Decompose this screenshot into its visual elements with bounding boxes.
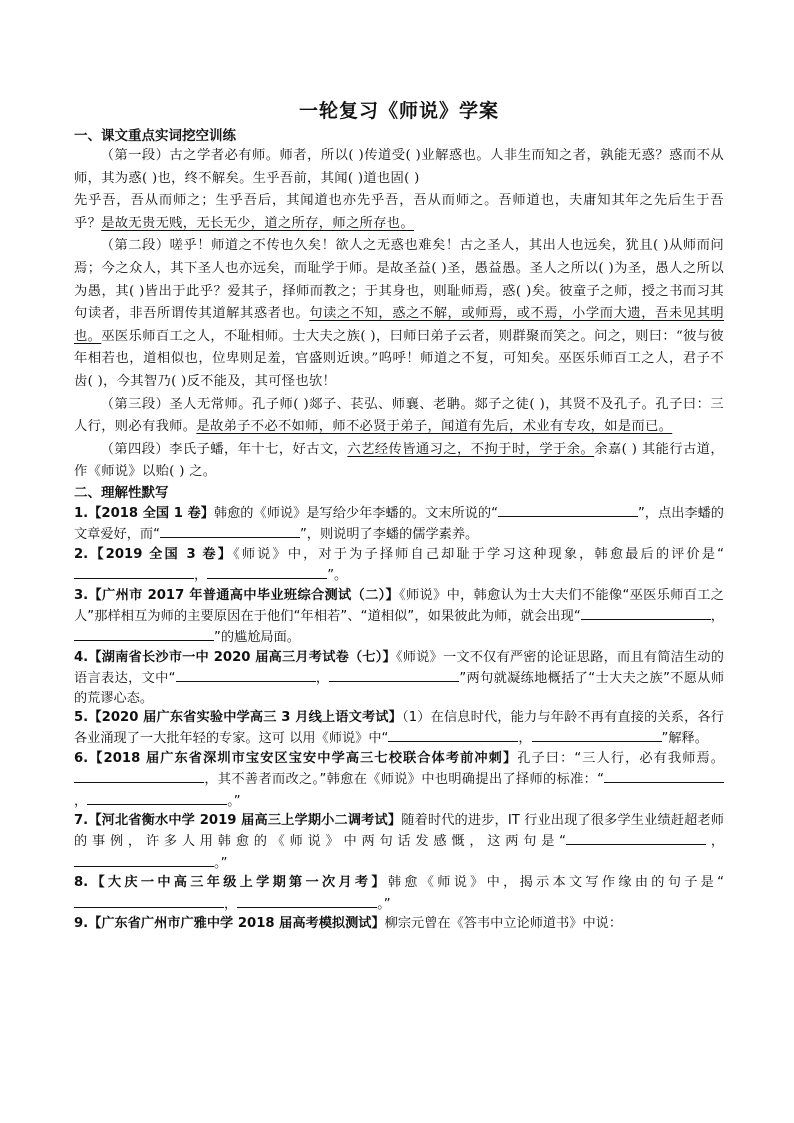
section2-heading: 二、理解性默写 <box>74 484 169 501</box>
question-number: 9. <box>74 916 89 932</box>
question-number: 1. <box>74 505 89 521</box>
question-6: 6.【2018 届广东省深圳市宝安区宝安中学高三七校联合体考前冲刺】孔子曰：“三人行，必有我师焉。，其不善者而改之。”韩愈在《师说》中也明确提出了择师的标准：“， 。” <box>74 750 724 809</box>
answer-blank[interactable] <box>532 727 662 742</box>
question-number: 3. <box>74 587 89 603</box>
question-source: 【大庆一中高三年级上学期第一次月考】 <box>88 875 388 891</box>
answer-blank[interactable] <box>74 852 214 867</box>
question-number: 8. <box>74 875 89 891</box>
answer-blank[interactable] <box>581 605 711 620</box>
answer-blank[interactable] <box>207 564 327 579</box>
question-source: 【2020 届广东省实验中学高三 3 月线上语文考试】 <box>88 709 402 725</box>
question-source: 【2018 全国 1 卷】 <box>88 505 214 521</box>
question-source: 【湖南省长沙市一中 2020 届高三月考试卷（七）】 <box>88 649 396 665</box>
question-5: 5.【2020 届广东省实验中学高三 3 月线上语文考试】（1）在信息时代，能力与年龄不再有直接的关系，各行各业涌现了一大批年轻的专家。这可 以用《师说》中“ ， ”解释。 <box>74 709 724 747</box>
paragraph-4 <box>74 439 724 484</box>
question-number: 7. <box>74 813 89 828</box>
question-source: 【广东省广州市广雅中学 2018 届高考模拟测试】 <box>88 916 385 932</box>
question-7: 7.【河北省衡水中学 2019 届高三上学期小二调考试】随着时代的进步，IT 行业出现了很多学生业绩赶超老师的事例，许多人用韩愈的《师说》中两句话发感慨，这两句是“ ，。” <box>74 813 725 871</box>
paragraph-3 <box>74 394 724 439</box>
document-page <box>74 96 724 933</box>
question-8: 8.【大庆一中高三年级上学期第一次月考】韩愈《师说》中，揭示本文写作缘由的句子是“， 。” <box>74 875 724 912</box>
question-1: 1.【2018 全国 1 卷】韩愈的《师说》是写给少年李蟠的。文末所说的“ ”，点出李蟠的文章爱好，而“ ”，则说明了李蟠的儒学素养。 <box>74 502 724 545</box>
question-2: 2.【2019 全国 3 卷】《师说》中，对于为子择师自己却耻于学习这种现象，韩愈最后的评价是“， ”。 <box>74 546 724 584</box>
question-number: 2. <box>74 546 89 562</box>
question-number: 4. <box>74 649 89 665</box>
para4-text-b: 余嘉( ) 其能行古道，作《师说》以贻( ) 之。 <box>74 441 724 480</box>
para2-text-a: （第二段）嗟乎！师道之不传也久矣！欲人之无惑也难矣！古之圣人，其出人也远矣，犹且( )从师而问焉；今之众人，其下圣人也亦远矣，而耻学于师。是故圣益( )圣，愚益愚。圣人之所以( )为圣，愚人之所以为愚，其( )皆出于此乎？爱其子，择师而教之；于其身也，则耻师焉，惑( )矣。彼童子之师，授之书而习其句读者，非吾所谓传其道解其惑者也。 <box>74 238 724 322</box>
answer-blank[interactable] <box>74 626 214 641</box>
answer-blank[interactable] <box>74 768 204 783</box>
question-3: 3.【广州市 2017 年普通高中毕业班综合测试（二）】《师说》中，韩愈认为士大夫们不能像“巫医乐师百工之人”那样相互为师的主要原因在于他们“年相若”、“道相似”，如果彼此为师，就会出现“ ，”的尴尬局面。 <box>74 587 724 646</box>
question-source: 【2018 届广东省深圳市宝安区宝安中学高三七校联合体考前冲刺】 <box>88 750 518 766</box>
question-source: 【河北省衡水中学 2019 届高三上学期小二调考试】 <box>88 813 402 828</box>
question-number: 5. <box>74 709 89 725</box>
answer-blank[interactable] <box>329 667 459 682</box>
question-source: 【2019 全国 3 卷】 <box>88 546 234 562</box>
answer-blank[interactable] <box>160 523 300 538</box>
answer-blank[interactable] <box>87 790 227 805</box>
para1-underlined: 是故无贵无贱，无长无少，道之所存，师之所存也。 <box>101 215 414 231</box>
page-title: 一轮复习《师说》学案 <box>298 100 499 122</box>
para2-underlined: 句读之不知，惑之不解，或师焉，或不焉，小学而大遗，吾未见其明也。 <box>74 306 725 344</box>
para4-underlined: 六艺经传皆通习之，不拘于时，学于余。 <box>347 441 595 457</box>
answer-blank[interactable] <box>237 893 377 908</box>
answer-blank[interactable] <box>74 564 194 579</box>
paragraph-2 <box>74 235 724 393</box>
question-number: 6. <box>74 750 89 766</box>
para1-text-a: （第一段）古之学者必有师。师者，所以( )传道受( )业解惑也。人非生而知之者，孰能无惑？惑而不从师，其为惑( )也，终不解矣。生乎吾前，其闻( )道也固( ) <box>74 148 724 186</box>
question-9: 9.【广东省广州市广雅中学 2018 届高考模拟测试】柳宗元曾在《答韦中立论师道书》中说： <box>74 916 623 932</box>
para1-text-b: 先乎吾，吾从而师之；生乎吾后，其闻道也亦先乎吾，吾从而师之。吾师道也，夫庸知其年之先后生于吾乎？ <box>74 193 724 231</box>
para4-text-a: （第四段）李氏子蟠，年十七，好古文， <box>100 441 348 457</box>
answer-blank[interactable] <box>388 727 518 742</box>
para3-underlined: 是故弟子不必不如师，师不必贤于弟子，闻道有先后，术业有专攻，如是而已。 <box>196 419 673 435</box>
answer-blank[interactable] <box>498 502 638 517</box>
para3-text-a: （第三段）圣人无常师。孔子师( )郯子、苌弘、师襄、老聃。郯子之徒( )，其贤不及孔子。孔子曰：三人行，则必有我师。 <box>74 396 724 435</box>
question-source: 【广州市 2017 年普通高中毕业班综合测试（二）】 <box>88 587 400 603</box>
answer-blank[interactable] <box>74 893 224 908</box>
answer-blank[interactable] <box>604 768 724 783</box>
para2-text-b: 巫医乐师百工之人，不耻相师。士大夫之族( )，曰师曰弟子云者，则群聚而笑之。问之，则曰：“彼与彼年相若也，道相似也，位卑则足羞，官盛则近谀。”呜呼！师道之不复，可知矣。巫医乐师百工之人，君子不齿( )，今其智乃( )反不能及，其可怪也欤！ <box>74 328 724 389</box>
paragraph-1 <box>74 145 724 235</box>
answer-blank[interactable] <box>566 830 706 845</box>
answer-blank[interactable] <box>176 667 316 682</box>
section1-heading: 一、课文重点实词挖空训练 <box>74 128 236 144</box>
question-4: 4.【湖南省长沙市一中 2020 届高三月考试卷（七）】《师说》一文不仅有严密的论证思路，而且有简洁生动的语言表达，文中“ ， ”两句就凝练地概括了“士大夫之族”不愿从师的荒谬心态。 <box>74 649 725 706</box>
